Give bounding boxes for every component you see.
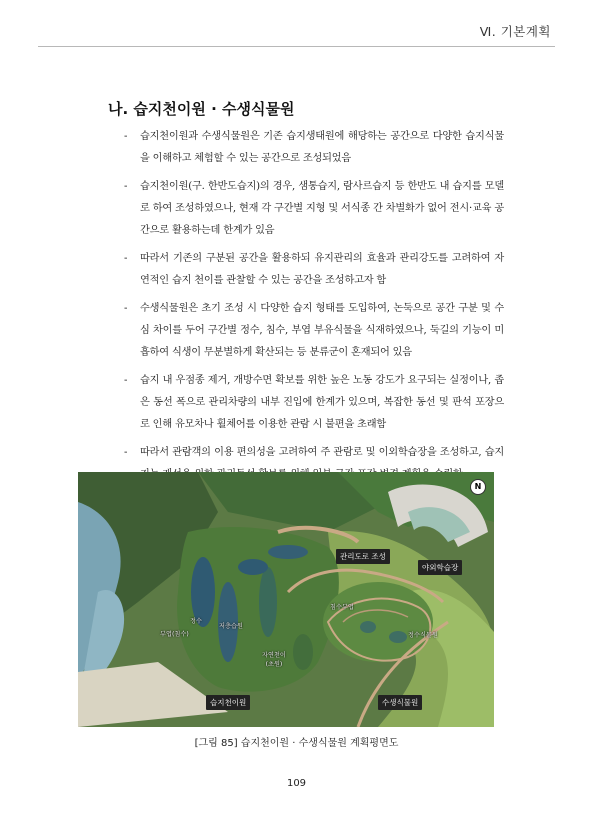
north-arrow-icon: N — [470, 479, 486, 495]
bullet-item — [124, 298, 504, 364]
site-plan-map — [78, 472, 494, 727]
label-outdoor-learning: 야외학습장 — [418, 560, 462, 575]
bullet-item — [124, 126, 504, 170]
label-management-road: 관리도로 조성 — [336, 549, 390, 564]
bullet-dash: - — [124, 375, 128, 386]
bullet-item — [124, 370, 504, 436]
figure-caption: [그림 85] 습지천이원 · 수생식물원 계획평면도 — [194, 738, 399, 749]
tag-floating-leaf: 부엽(침수) — [160, 631, 189, 638]
bullet-text: 따라서 기존의 구분된 공간을 활용하되 유지관리의 효율과 관리강도를 고려하여 자연적인 습지 천이를 관찰할 수 있는 공간을 조성하고자 함 — [140, 253, 504, 286]
bullet-text: 습지천이원과 수생식물원은 기존 습지생태원에 해당하는 공간으로 다양한 습지식물을 이해하고 체험할 수 있는 공간으로 조성되었음 — [140, 131, 504, 164]
label-wetland-succession: 습지천이원 — [206, 695, 250, 710]
bullet-dash: - — [124, 253, 128, 264]
bullet-dash: - — [124, 303, 128, 314]
bullet-item — [124, 176, 504, 242]
tag-emergent: 정수 — [190, 618, 202, 625]
bullet-text: 수생식물원은 초기 조성 시 다양한 습지 형태를 도입하여, 논둑으로 공간 구분 및 수심 차이를 두어 구간별 정수, 침수, 부엽 부유식물을 식재하였으나, 둑길의 기능이 미흡하여 식생이 무분별하게 확산되는 등 분류군이 혼재되어 있음 — [140, 303, 504, 358]
chapter-header: Ⅵ. 기본계획 — [479, 24, 551, 39]
tag-natural-succession: 자연천이 (초원) — [262, 652, 286, 668]
tag-forested-wetland: 저층습원 — [219, 623, 243, 630]
label-aquatic-garden: 수생식물원 — [378, 695, 422, 710]
header-divider — [38, 46, 555, 47]
bullet-text: 따라서 관람객의 이용 편의성을 고려하여 주 관람로 및 이외학습장을 조성하고, 습지 — [140, 447, 504, 458]
bullet-dash: - — [124, 181, 128, 192]
tag-emergent-zone: 정수식물원 — [408, 632, 438, 639]
bullet-text: 습지 내 우점종 제거, 개방수면 확보를 위한 높은 노동 강도가 요구되는 실정이나, 좁은 동선 폭으로 관리차량의 내부 진입에 한계가 있으며, 복잡한 동선 및 판석 포장으로 인해 유모차나 휠체어를 이용한 관람 시 불편을 초래함 — [140, 375, 504, 430]
bullet-dash: - — [124, 131, 128, 142]
page-number: 109 — [286, 778, 307, 789]
bullet-text: 습지천이원(구. 한반도습지)의 경우, 샘통습지, 람사르습지 등 한반도 내 습지를 모델로 하여 조성하였으나, 현재 각 구간별 지형 및 서식종 간 차별화가 없어 전시·교육 공간으로 활용하는데 한계가 있음 — [140, 181, 504, 236]
section-title: 나. 습지천이원 · 수생식물원 — [108, 100, 295, 118]
site-plan-figure — [78, 472, 494, 727]
bullet-dash: - — [124, 447, 128, 458]
bullet-list — [124, 126, 504, 492]
tag-submerged-zone: 침수부엽 — [330, 604, 354, 611]
bullet-item — [124, 248, 504, 292]
